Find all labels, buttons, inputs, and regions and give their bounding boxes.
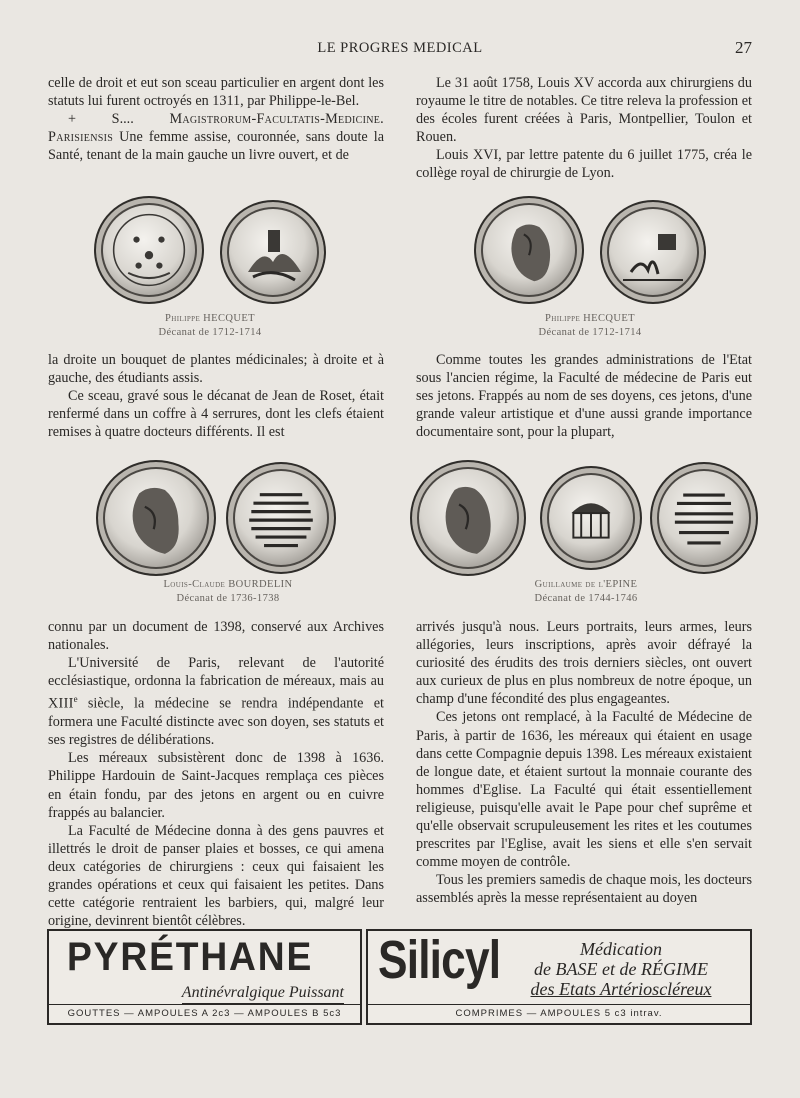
left-column-top bbox=[48, 74, 384, 164]
temple-allegory-icon bbox=[602, 202, 704, 302]
right-column-bottom bbox=[416, 618, 752, 908]
paragraph-text: L'Université de Paris, relevant de l'autorité ecclésiastique, ordonna la fabrication de méreaux, mais au bbox=[48, 655, 384, 690]
figure-caption-dates: Décanat de 1744-1746 bbox=[534, 593, 638, 604]
seal-engraving-icon bbox=[96, 198, 202, 302]
ad-tagline: Antinévralgique Puissant bbox=[182, 984, 344, 1004]
medal-portrait-image bbox=[474, 196, 584, 304]
seal-legend: Magistrorum-Facultatis-Medicine. Parisiensis bbox=[48, 111, 384, 146]
portrait-profile-icon bbox=[412, 462, 524, 574]
ad-indication-line: de BASE et de RÉGIME bbox=[534, 959, 708, 979]
portrait-profile-icon bbox=[476, 198, 582, 302]
paragraph: Tous les premiers samedis de chaque mois, les docteurs assemblés après la messe représentaient au doyen bbox=[416, 872, 752, 907]
paragraph: Les méreaux subsistèrent donc de 1398 à 1636. Philippe Hardouin de Saint-Jacques remplaça ces pièces en étain fondu, par des jetons en argent ou en cuivre frappés au balancier. bbox=[48, 750, 384, 821]
figure-caption-dates: Décanat de 1712-1714 bbox=[538, 327, 642, 338]
library-building-icon bbox=[542, 468, 640, 568]
paragraph bbox=[48, 654, 384, 749]
medal-obverse-image bbox=[94, 196, 204, 304]
figure-caption-name: Philippe HECQUET bbox=[165, 313, 255, 324]
paragraph bbox=[48, 110, 384, 164]
running-header-title: LE PROGRES MEDICAL bbox=[317, 40, 483, 56]
figure-caption-name: Philippe HECQUET bbox=[545, 313, 635, 324]
medal-portrait-image bbox=[410, 460, 526, 576]
tower-allegory-icon bbox=[222, 202, 324, 302]
medal-reverse-image bbox=[600, 200, 706, 304]
paragraph-text: Une femme assise, couronnée, sans doute la Santé, tenant de la main gauche un livre ouvert, et de bbox=[48, 129, 384, 164]
figure-caption-name: Guillaume de l'EPINE bbox=[534, 579, 638, 590]
paragraph: celle de droit et eut son sceau particulier en argent dont les statuts lui furent octroyés en 1311, par Philippe-le-Bel. bbox=[48, 75, 384, 110]
page-number: 27 bbox=[735, 38, 752, 57]
left-column-mid bbox=[48, 351, 384, 441]
paragraph: la droite un bouquet de plantes médicinales; à droite et à gauche, des étudiants assis. bbox=[48, 352, 384, 387]
medal-reverse-inscription bbox=[226, 462, 336, 574]
figure-caption-dates: Décanat de 1736-1738 bbox=[176, 593, 280, 604]
inscription-lines-icon bbox=[652, 464, 756, 572]
inscription-lines-icon bbox=[228, 464, 334, 572]
paragraph-text: siècle, la médecine se rendra indépendante et formera une Faculté distincte avec son doyen, ses statuts et ses registres de délibérations. bbox=[48, 696, 384, 749]
right-column-top bbox=[416, 74, 752, 183]
medal-reverse-inscription bbox=[650, 462, 758, 574]
paragraph: connu par un document de 1398, conservé aux Archives nationales. bbox=[48, 619, 384, 654]
paragraph: Louis XVI, par lettre patente du 6 juillet 1775, créa le collège royal de chirurgie de Lyon. bbox=[416, 147, 752, 182]
medal-reverse-image bbox=[220, 200, 326, 304]
paragraph: Le 31 août 1758, Louis XV accorda aux chirurgiens du royaume le titre de notables. Ce titre releva la profession et des écoles furent créées à Paris, Montpellier, Toulon et Rouen. bbox=[416, 75, 752, 146]
ad-indication-line: Médication bbox=[580, 939, 662, 959]
figure-caption-dates: Décanat de 1712-1714 bbox=[158, 327, 262, 338]
ordinal-suffix: e bbox=[73, 694, 78, 705]
ad-brand-name: PYRÉTHANE bbox=[67, 935, 314, 979]
ad-dosage-footer: COMPRIMES — AMPOULES 5 c3 intrav. bbox=[368, 1004, 750, 1019]
medal-building-image bbox=[540, 466, 642, 570]
seal-legend-prefix: + S.... bbox=[68, 111, 170, 128]
paragraph: Ces jetons ont remplacé, à la Faculté de Médecine de Paris, à partir de 1636, les méreaux qui étaient en usage dans cette Compagnie depuis 1398. Les méreaux existaient de longue date, et étaient surtout la monnaie courante des hommes d'Eglise. La Faculté qui était essentiellement religieuse, puisqu'elle avait le Pape pour chef suprême et qu'elle observait scrupuleusement les rites et les coutumes prescrites par l'Eglise, avait les siens et elle s'en servait comme moyen de contrôle. bbox=[416, 709, 752, 871]
paragraph: La Faculté de Médecine donna à des gens pauvres et illettrés le droit de panser plaies et bosses, ce qui amena deux catégories de chirurgiens : ceux qui faisaient les grandes opérations et ceux qui faisaient les petites. Dans cette catégorie rentraient les barbiers, qui, malgré leur origine, devinrent bientôt célèbres. bbox=[48, 822, 384, 930]
paragraph: Ce sceau, gravé sous le décanat de Jean de Roset, était renfermé dans un coffre à 4 serrures, dont les clefs étaient remises à quatre docteurs différents. Il est bbox=[48, 388, 384, 441]
paragraph: Comme toutes les grandes administrations de l'Etat sous l'ancien régime, la Faculté de médecine de Paris eut ses jetons. Frappés au nom de ses doyens, ces jetons, d'une grande valeur artistique et d'une aussi grande importance documentaire sont, pour la plupart, bbox=[416, 352, 752, 441]
ad-brand-name: Silicyl bbox=[378, 930, 501, 990]
century-numeral: XIII bbox=[48, 696, 74, 713]
right-column-mid bbox=[416, 351, 752, 441]
ad-indication bbox=[506, 939, 736, 999]
advertisement-pyrethane bbox=[47, 929, 362, 1025]
medal-portrait-image bbox=[96, 460, 216, 576]
ad-dosage-footer: GOUTTES — AMPOULES A 2c3 — AMPOULES B 5c3 bbox=[49, 1004, 360, 1019]
portrait-profile-icon bbox=[98, 462, 214, 574]
paragraph: arrivés jusqu'à nous. Leurs portraits, leurs armes, leurs allégories, leurs inscriptions, après avoir défrayé la curiosité des érudits des trois derniers siècles, ont ouvert aux curieux de plus en plus nombreux de notre époque, un champ d'une fécondité des plus engageantes. bbox=[416, 619, 752, 708]
figure-caption-name: Louis-Claude BOURDELIN bbox=[163, 579, 293, 590]
left-column-bottom bbox=[48, 618, 384, 930]
ad-indication-line: des Etats Artérioscléreux bbox=[530, 979, 712, 999]
advertisement-silicyl bbox=[366, 929, 752, 1025]
